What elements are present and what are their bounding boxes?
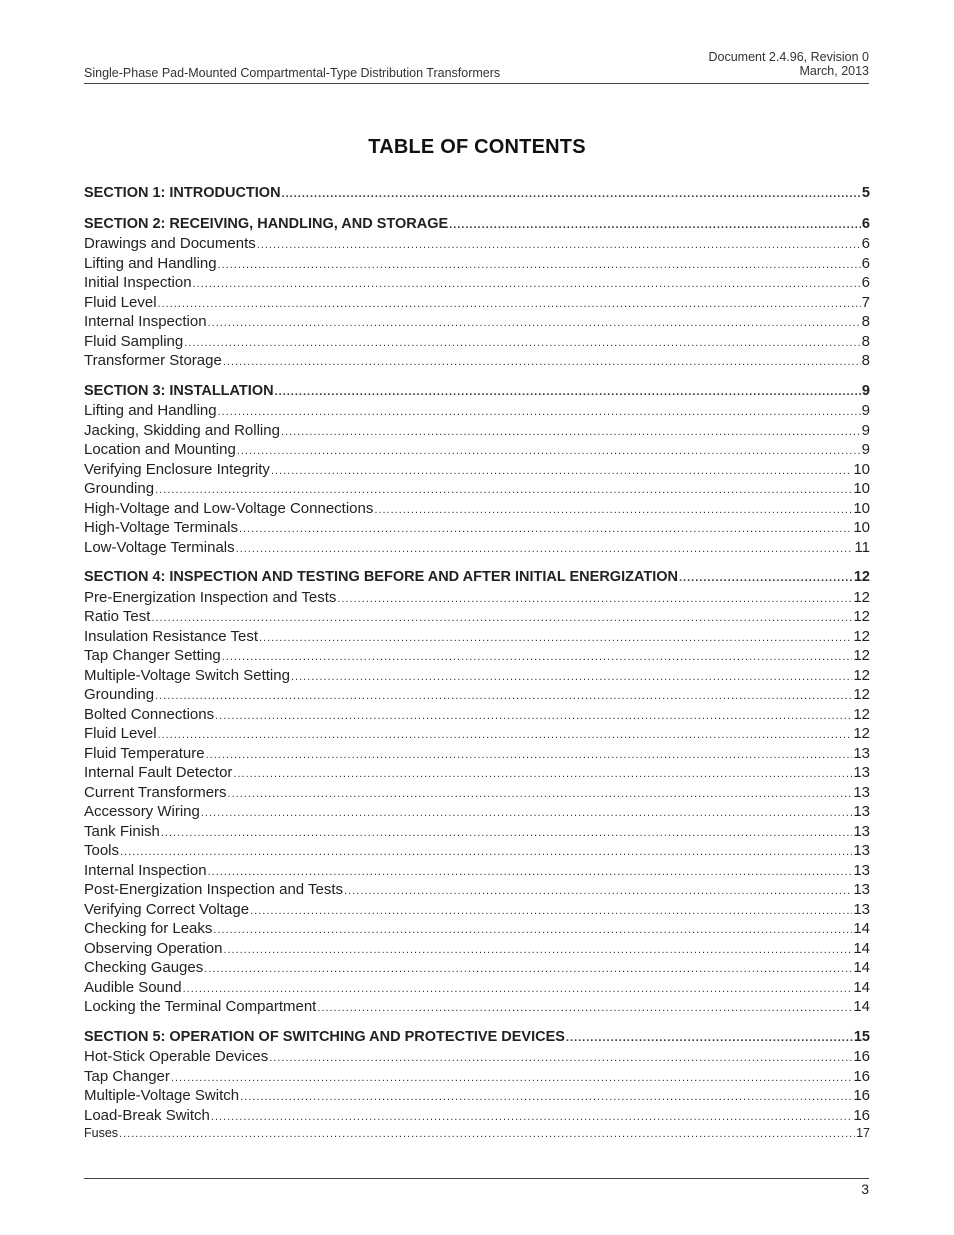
page-number: 3 bbox=[861, 1181, 869, 1197]
toc-entry[interactable] bbox=[84, 500, 870, 520]
toc-entry-page: 7 bbox=[861, 293, 870, 311]
toc-entry-page: 14 bbox=[853, 959, 870, 976]
toc-entry-label: Lifting and Handling bbox=[84, 254, 217, 272]
toc-entry-page: 6 bbox=[861, 215, 870, 232]
toc-entry[interactable] bbox=[84, 274, 870, 294]
toc-entry-page: 8 bbox=[861, 332, 870, 350]
toc-entry-page: 16 bbox=[853, 1067, 870, 1085]
toc-entry-label: SECTION 4: INSPECTION AND TESTING BEFORE AND AFTER INITIAL ENERGIZATION bbox=[84, 569, 678, 585]
dot-leader bbox=[275, 386, 861, 398]
toc-entry-page: 9 bbox=[861, 441, 870, 458]
dot-leader bbox=[184, 337, 860, 349]
dot-leader bbox=[250, 905, 852, 917]
toc-entry[interactable] bbox=[84, 422, 870, 442]
toc-entry[interactable] bbox=[84, 352, 870, 372]
toc-entry-label: Tools bbox=[84, 842, 120, 859]
toc-entry-page: 12 bbox=[853, 686, 870, 703]
dot-leader bbox=[271, 465, 852, 477]
dot-leader bbox=[208, 866, 853, 878]
toc-entry-label: Verifying Correct Voltage bbox=[84, 900, 250, 918]
toc-entry[interactable] bbox=[84, 881, 870, 901]
toc-entry-page: 13 bbox=[853, 822, 870, 840]
dot-leader bbox=[158, 298, 861, 310]
toc-entry-label: Checking Gauges bbox=[84, 959, 204, 976]
toc-entry-label: Location and Mounting bbox=[84, 441, 236, 458]
toc-entry[interactable] bbox=[84, 764, 870, 784]
toc-entry-page: 12 bbox=[853, 627, 870, 645]
dot-leader bbox=[211, 1111, 852, 1123]
toc-entry-label: Grounding bbox=[84, 480, 155, 497]
toc-entry-label: Grounding bbox=[84, 686, 155, 703]
toc-entry[interactable] bbox=[84, 959, 870, 979]
toc-entry[interactable] bbox=[84, 402, 870, 422]
toc-section-entry[interactable] bbox=[84, 216, 870, 236]
toc-entry-page: 8 bbox=[861, 352, 870, 369]
dot-leader bbox=[206, 749, 853, 761]
toc-entry-label: Fluid Level bbox=[84, 293, 157, 311]
dot-leader bbox=[223, 944, 852, 956]
toc-entry-label: SECTION 2: RECEIVING, HANDLING, AND STORAGE bbox=[84, 215, 449, 232]
toc-entry-page: 13 bbox=[853, 900, 870, 918]
dot-leader bbox=[155, 690, 852, 702]
dot-leader bbox=[222, 651, 853, 663]
toc-entry-label: Tap Changer bbox=[84, 1067, 170, 1085]
toc-entry-label: Observing Operation bbox=[84, 939, 223, 957]
dot-leader bbox=[228, 788, 853, 800]
dot-leader bbox=[161, 827, 852, 839]
toc-entry-label: Audible Sound bbox=[84, 978, 182, 996]
toc-entry[interactable] bbox=[84, 1048, 870, 1068]
toc-entry[interactable] bbox=[84, 519, 870, 539]
toc-entry[interactable] bbox=[84, 842, 870, 862]
toc-entry-label: Fuses bbox=[84, 1126, 119, 1140]
dot-leader bbox=[269, 1052, 852, 1064]
dot-leader bbox=[223, 356, 861, 368]
toc-entry[interactable] bbox=[84, 235, 870, 255]
dot-leader bbox=[240, 1091, 852, 1103]
toc-entry-page: 14 bbox=[853, 998, 870, 1015]
dot-leader bbox=[566, 1032, 853, 1044]
dot-leader bbox=[208, 317, 861, 329]
toc-section-entry[interactable] bbox=[84, 1029, 870, 1049]
toc-entry-label: Post-Energization Inspection and Tests bbox=[84, 881, 344, 898]
toc-entry[interactable] bbox=[84, 686, 870, 706]
toc-entry[interactable] bbox=[84, 608, 870, 628]
dot-leader bbox=[218, 259, 861, 271]
toc-entry[interactable] bbox=[84, 803, 870, 823]
toc-entry[interactable] bbox=[84, 979, 870, 999]
toc-entry[interactable] bbox=[84, 1087, 870, 1107]
toc-entry-page: 12 bbox=[853, 705, 870, 723]
toc-entry-page: 5 bbox=[861, 185, 870, 201]
toc-entry-label: Internal Fault Detector bbox=[84, 764, 233, 781]
toc-entry[interactable] bbox=[84, 1126, 870, 1146]
dot-leader bbox=[201, 807, 852, 819]
running-header-title: Single-Phase Pad-Mounted Compartmental-Type Distribution Transformers bbox=[84, 66, 501, 80]
toc-entry-label: Pre-Energization Inspection and Tests bbox=[84, 588, 337, 606]
toc-entry[interactable] bbox=[84, 628, 870, 648]
toc-section-entry[interactable] bbox=[84, 569, 870, 589]
toc-entry-label: Load-Break Switch bbox=[84, 1106, 210, 1124]
toc-entry-page: 9 bbox=[861, 421, 870, 439]
toc-entry-page: 10 bbox=[853, 480, 870, 497]
toc-entry-label: Transformer Storage bbox=[84, 352, 222, 369]
toc-entry-page: 16 bbox=[853, 1048, 870, 1065]
toc-entry[interactable] bbox=[84, 480, 870, 500]
toc-entry-page: 14 bbox=[853, 939, 870, 957]
toc-entry-page: 6 bbox=[861, 254, 870, 272]
dot-leader bbox=[291, 671, 852, 683]
toc-entry-page: 10 bbox=[853, 499, 870, 517]
dot-leader bbox=[337, 593, 852, 605]
toc-entry-label: Fluid Temperature bbox=[84, 744, 205, 762]
toc-entry-page: 12 bbox=[853, 569, 870, 585]
toc-section-entry[interactable] bbox=[84, 383, 870, 403]
toc-entry-label: Ratio Test bbox=[84, 608, 151, 625]
toc-entry-page: 12 bbox=[853, 588, 870, 606]
toc-entry[interactable] bbox=[84, 998, 870, 1018]
toc-entry-page: 6 bbox=[861, 235, 870, 252]
toc-entry-label: Checking for Leaks bbox=[84, 920, 213, 937]
toc-entry-label: Insulation Resistance Test bbox=[84, 627, 258, 645]
toc-entry-label: Multiple-Voltage Switch Setting bbox=[84, 666, 290, 684]
toc-entry-page: 13 bbox=[853, 861, 870, 879]
toc-entry-label: Locking the Terminal Compartment bbox=[84, 998, 317, 1015]
toc-entry[interactable] bbox=[84, 461, 870, 481]
toc-entry-label: Multiple-Voltage Switch bbox=[84, 1087, 240, 1104]
toc-entry-page: 6 bbox=[861, 274, 870, 291]
dot-leader bbox=[239, 523, 852, 535]
dot-leader bbox=[120, 846, 852, 858]
toc-entry[interactable] bbox=[84, 725, 870, 745]
dot-leader bbox=[204, 963, 852, 975]
toc-entry[interactable] bbox=[84, 862, 870, 882]
toc-entry-label: High-Voltage Terminals bbox=[84, 519, 238, 536]
toc-entry-label: Hot-Stick Operable Devices bbox=[84, 1048, 269, 1065]
toc-entry-page: 12 bbox=[853, 647, 870, 664]
dot-leader bbox=[215, 710, 852, 722]
toc-entry-page: 11 bbox=[854, 538, 870, 556]
toc-entry-label: Lifting and Handling bbox=[84, 402, 217, 419]
toc-entry-page: 16 bbox=[853, 1087, 870, 1104]
toc-entry[interactable] bbox=[84, 647, 870, 667]
toc-entry-page: 16 bbox=[853, 1106, 870, 1124]
toc-entry[interactable] bbox=[84, 313, 870, 333]
dot-leader bbox=[119, 1128, 855, 1140]
toc-entry-label: Low-Voltage Terminals bbox=[84, 538, 235, 556]
dot-leader bbox=[213, 924, 852, 936]
dot-leader bbox=[259, 632, 852, 644]
toc-entry-label: SECTION 5: OPERATION OF SWITCHING AND PROTECTIVE DEVICES bbox=[84, 1028, 565, 1045]
toc-entry[interactable] bbox=[84, 333, 870, 353]
toc-entry-label: Tank Finish bbox=[84, 822, 160, 840]
toc-entry-page: 10 bbox=[853, 460, 870, 478]
toc-entry[interactable] bbox=[84, 1068, 870, 1088]
dot-leader bbox=[449, 219, 861, 231]
dot-leader bbox=[257, 239, 861, 251]
dot-leader bbox=[233, 768, 852, 780]
dot-leader bbox=[374, 504, 852, 516]
toc-entry-label: Initial Inspection bbox=[84, 274, 192, 291]
dot-leader bbox=[218, 406, 861, 418]
dot-leader bbox=[183, 983, 853, 995]
toc-entry-label: Accessory Wiring bbox=[84, 803, 200, 820]
footer-divider bbox=[84, 1178, 869, 1179]
dot-leader bbox=[151, 612, 852, 624]
toc-entry-page: 13 bbox=[853, 803, 870, 820]
toc-entry-page: 12 bbox=[853, 666, 870, 684]
toc-entry-label: Verifying Enclosure Integrity bbox=[84, 460, 270, 478]
toc-entry-label: Current Transformers bbox=[84, 783, 227, 801]
toc-entry[interactable] bbox=[84, 784, 870, 804]
toc-entry[interactable] bbox=[84, 901, 870, 921]
dot-leader bbox=[236, 543, 854, 555]
toc-section-entry[interactable] bbox=[84, 185, 870, 205]
dot-leader bbox=[237, 445, 861, 457]
toc-entry-page: 13 bbox=[853, 744, 870, 762]
toc-entry-page: 17 bbox=[856, 1126, 870, 1140]
dot-leader bbox=[155, 484, 852, 496]
toc-entry-label: Internal Inspection bbox=[84, 313, 207, 330]
dot-leader bbox=[344, 885, 852, 897]
toc-entry-label: Fluid Level bbox=[84, 725, 157, 742]
header-divider bbox=[84, 83, 869, 84]
toc-entry[interactable] bbox=[84, 667, 870, 687]
document-info bbox=[708, 50, 869, 78]
toc-entry-label: Drawings and Documents bbox=[84, 235, 256, 252]
toc-entry-page: 13 bbox=[853, 881, 870, 898]
toc-entry[interactable] bbox=[84, 940, 870, 960]
toc-entry-label: Tap Changer Setting bbox=[84, 647, 221, 664]
toc-entry-label: SECTION 3: INSTALLATION bbox=[84, 382, 274, 399]
dot-leader bbox=[317, 1002, 852, 1014]
toc-entry-page: 13 bbox=[853, 764, 870, 781]
table-of-contents bbox=[84, 185, 870, 1146]
dot-leader bbox=[171, 1072, 852, 1084]
toc-entry-page: 8 bbox=[861, 313, 870, 330]
toc-heading: TABLE OF CONTENTS bbox=[368, 136, 586, 158]
toc-entry[interactable] bbox=[84, 920, 870, 940]
toc-entry-page: 13 bbox=[853, 842, 870, 859]
toc-entry-label: Bolted Connections bbox=[84, 705, 215, 723]
toc-entry[interactable] bbox=[84, 1107, 870, 1127]
dot-leader bbox=[281, 426, 861, 438]
toc-entry[interactable] bbox=[84, 745, 870, 765]
toc-entry-label: Jacking, Skidding and Rolling bbox=[84, 421, 280, 439]
toc-entry-page: 12 bbox=[853, 608, 870, 625]
toc-entry-label: SECTION 1: INTRODUCTION bbox=[84, 185, 281, 201]
toc-entry-page: 14 bbox=[853, 920, 870, 937]
toc-entry[interactable] bbox=[84, 589, 870, 609]
toc-entry-page: 9 bbox=[861, 382, 870, 399]
toc-entry-label: Internal Inspection bbox=[84, 861, 207, 879]
document-date: March, 2013 bbox=[799, 64, 869, 78]
dot-leader bbox=[158, 729, 853, 741]
toc-entry-page: 15 bbox=[853, 1028, 870, 1045]
toc-entry-page: 14 bbox=[853, 978, 870, 996]
document-revision: Document 2.4.96, Revision 0 bbox=[708, 50, 869, 64]
dot-leader bbox=[679, 572, 853, 584]
toc-entry[interactable] bbox=[84, 255, 870, 275]
toc-entry-page: 9 bbox=[861, 402, 870, 419]
toc-entry-page: 10 bbox=[853, 519, 870, 536]
toc-entry[interactable] bbox=[84, 706, 870, 726]
toc-entry-page: 12 bbox=[853, 725, 870, 742]
toc-entry-label: Fluid Sampling bbox=[84, 332, 184, 350]
toc-entry-label: High-Voltage and Low-Voltage Connections bbox=[84, 499, 374, 517]
toc-entry[interactable] bbox=[84, 539, 870, 559]
dot-leader bbox=[193, 278, 861, 290]
dot-leader bbox=[282, 188, 861, 200]
toc-entry[interactable] bbox=[84, 294, 870, 314]
toc-entry[interactable] bbox=[84, 441, 870, 461]
toc-entry[interactable] bbox=[84, 823, 870, 843]
toc-entry-page: 13 bbox=[853, 783, 870, 801]
